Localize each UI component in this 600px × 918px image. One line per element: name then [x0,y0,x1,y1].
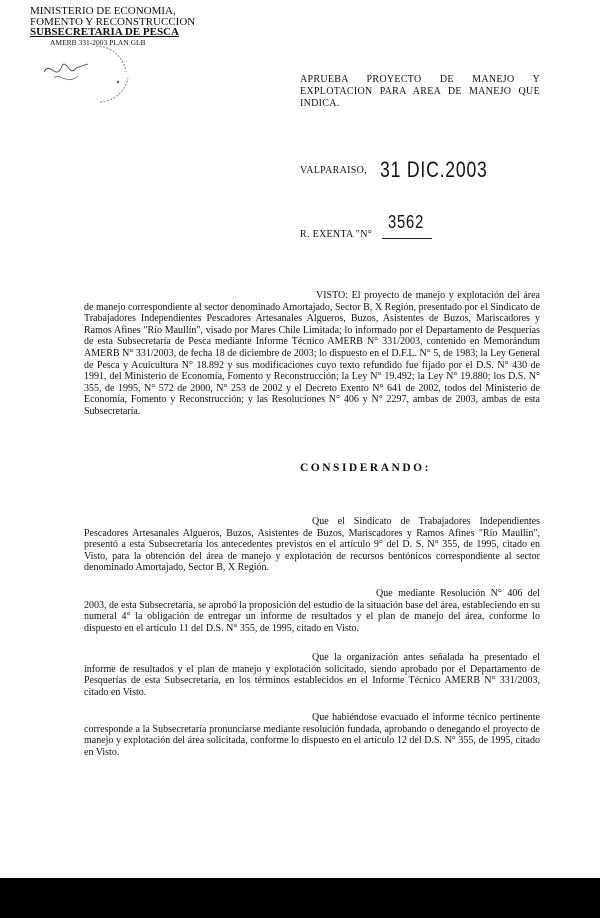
considerando-4: Que habiéndose evacuado el informe técnico pertinente corresponde a la Subsecretaría pronunciarse mediante resolución fundada, aprobando o denegando el proyecto de manejo y explotación del área solicitada, conforme lo dispuesto en el artículo 12 del D.S. N° 355, de 1995, citado en Visto. [84,712,540,758]
letterhead-subsecretaria: SUBSECRETARIA DE PESCA [30,26,179,38]
document-subject: APRUEBA PROYECTO DE MANEJO Y EXPLOTACION PARA AREA DE MANEJO QUE INDICA. [300,74,540,109]
letterhead [30,6,220,47]
letterhead-ministry-2: FOMENTO Y RECONSTRUCCION [30,15,196,28]
resolution-number: 3562 [388,212,425,232]
considerando-heading: CONSIDERANDO: [300,462,431,474]
place-label: VALPARAISO, [300,165,367,176]
resolution-number-underline [382,238,432,239]
considerando-2: Que mediante Resolución N° 406 del 2003, de esta Subsecretaría, se aprobó la proposición del estudio de la situación base del área, estableciendo en su numeral 4° la obligación de entregar un informe de resultados y el plan de manejo del área, conforme lo dispuesto en el artículo 11 del D.S. N° 355, de 1995, citado en Visto. [84,588,540,634]
letterhead-ministry: MINISTERIO DE ECONOMIA, [30,5,176,17]
letterhead-reference: AMERB 331-2003 PLAN GLB [50,37,146,47]
visto-paragraph: VISTO: El proyecto de manejo y explotación del área de manejo correspondiente al sector denominado Amortajado, Sector B, X Región, presentado por el Sindicato de Trabajadores Independientes Pescadores Artesanales Algueros, Buzos, Asistentes de Buzos, Mariscadores y Ramos Afines "Río Maullín", visado por Mares Chile Limitada; lo informado por el Departamento de Pesquerías de esta Subsecretaría de Pesca mediante Informe Técnico AMERB N° 331/2003, contenido en Memorándum AMERB N° 331/2003, de fecha 18 de diciembre de 2003; lo dispuesto en el D.F.L. N° 5, de 1983; la Ley General de Pesca y Acuicultura N° 18.892 y sus modificaciones cuyo texto refundido fue fijado por el D.S. N° 430 de 1991, del Ministerio de Economía, Fomento y Reconstrucción; la Ley N° 19.492; la Ley N° 19.880; los D.S. N° 355, de 1995, N° 572 de 2000, N° 253 de 2002 y el Decreto Exento N° 641 de 2002, todos del Ministerio de Economía, Fomento y Reconstrucción; y las Resoluciones N° 406 y N° 2297, ambas de 2003, ambas de esta Subsecretaría. [84,290,540,417]
date-stamp: 31 DIC.2003 [380,157,488,182]
considerando-3: Que la organización antes señalada ha presentado el informe de resultados y el plan de manejo y explotación solicitado, siendo aprobado por el Departamento de Pesquerías de esta Subsecretaría, en los términos establecidos en el Informe Técnico AMERB N° 331/2003, citado en Visto. [84,652,540,698]
resolution-label: R. EXENTA "N° [300,229,373,240]
considerando-1: Que el Sindicato de Trabajadores Independientes Pescadores Artesanales Algueros, Buzos, Asistentes de Buzos, Mariscadores y Ramos Afines "Río Maullín", presentó a esta Subsecretaría los antecedentes previstos en el artículo 9° del D. S. N° 355, de 1995, citado en Visto, para la obtención del área de manejo y explotación de recursos bentónicos correspondiente al sector denominado Amortajado, Sector B, X Región. [84,516,540,574]
official-seal-stamp [36,42,154,106]
scan-bottom-border [0,878,600,918]
